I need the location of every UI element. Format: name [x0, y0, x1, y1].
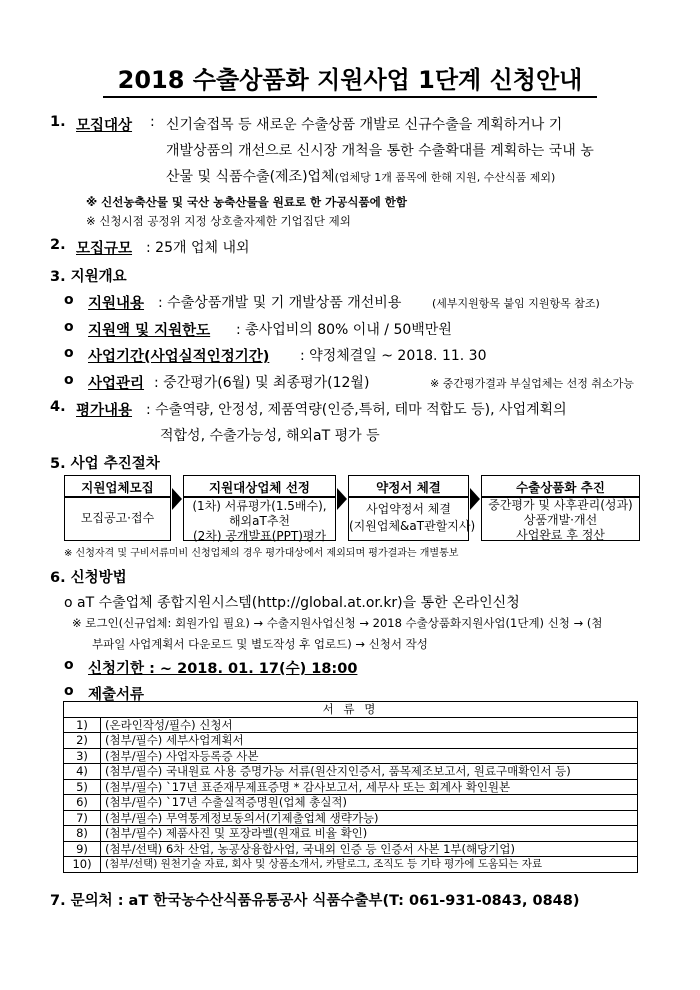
- row-text: (첨부/필수) 세부사업계획서: [101, 733, 638, 749]
- row-number: 9): [64, 841, 101, 857]
- section3-item3-bullet: o: [64, 345, 74, 361]
- row-text: (첨부/필수) 사업자등록증 사본: [101, 748, 638, 764]
- process-step-selection: [183, 475, 336, 541]
- process-step-title: 수출상품화 추진: [516, 480, 605, 495]
- row-number: 8): [64, 826, 101, 842]
- row-text: (온라인작성/필수) 신청서: [101, 717, 638, 733]
- section6-heading: 6. 신청방법: [50, 570, 127, 586]
- table-row: [64, 764, 638, 780]
- table-row: [64, 795, 638, 811]
- section5-note: ※ 신청자격 및 구비서류미비 신청업체의 경우 평가대상에서 제외되며 평가결과는 개별통보: [64, 548, 459, 559]
- section1-line3-note: (업체당 1개 품목에 한해 지원, 수산식품 제외): [334, 171, 556, 184]
- section3-item2-label: 지원액 및 지원한도: [88, 323, 211, 339]
- section2-label: 모집규모: [76, 241, 133, 257]
- documents-table: [63, 701, 638, 873]
- process-step-line: 해외aT추천: [228, 514, 291, 528]
- section1-line1: 신기술접목 등 새로운 수출상품 개발로 신규수출을 계획하거나 기: [166, 117, 563, 133]
- section1-line2: 개발상품의 개선으로 신시장 개척을 통한 수출확대를 계획하는 국내 농: [166, 143, 594, 159]
- section1-note2: ※ 신청시점 공정위 지정 상호출자제한 기업집단 제외: [86, 214, 351, 228]
- process-step-line: 사업완료 후 정산: [516, 528, 605, 542]
- process-step-line: (2차) 공개발표(PPT)평가: [192, 529, 327, 543]
- table-header: 서 류 명: [64, 702, 638, 718]
- section3-item4-bullet: o: [64, 372, 74, 388]
- table-header-row: [64, 702, 638, 718]
- section3-item4-text: : 중간평가(6월) 및 최종평가(12월): [154, 375, 370, 391]
- section3-item4-note: ※ 중간평가결과 부실업체는 선정 취소가능: [430, 377, 634, 390]
- row-number: 3): [64, 748, 101, 764]
- section1-colon: :: [150, 114, 155, 130]
- arrow-right-icon: [470, 488, 480, 510]
- section4-label: 평가내용: [76, 403, 133, 419]
- title-underline: [103, 96, 597, 98]
- section3-item1-text: : 수출상품개발 및 기 개발상품 개선비용: [158, 295, 402, 311]
- process-step-line: 상품개발·개선: [523, 513, 598, 527]
- row-text: (첨부/필수) 국내원료 사용 증명가능 서류(원산지인증서, 품목제조보고서, 원료구매확인서 등): [101, 764, 638, 780]
- row-text: (첨부/필수) `17년 표준재무제표증명 * 감사보고서, 세무사 또는 회계사 확인원본: [101, 779, 638, 795]
- process-step-commercialization: [481, 475, 640, 541]
- process-step-title: 지원대상업체 선정: [209, 480, 310, 495]
- row-text: (첨부/선택) 6차 산업, 농공상융합사업, 국내외 인증 등 인증서 사본 1부(해당기업): [101, 841, 638, 857]
- table-row: [64, 841, 638, 857]
- process-step-contract: [348, 475, 476, 541]
- section2-number: 2.: [50, 237, 66, 253]
- table-row: [64, 857, 638, 873]
- section1-note1: ※ 신선농축산물 및 국산 농축산물을 원료로 한 가공식품에 한함: [86, 195, 407, 209]
- section1-label: 모집대상: [76, 118, 133, 134]
- row-number: 4): [64, 764, 101, 780]
- section1-line3-text: 산물 및 식품수출(제조)업체: [166, 169, 335, 185]
- row-number: 6): [64, 795, 101, 811]
- page-title: 2018 수출상품화 지원사업 1단계 신청안내: [117, 66, 583, 94]
- row-text: (첨부/선택) 원천기술 자료, 회사 및 상품소개서, 카탈로그, 조직도 등 기타 평가에 도움되는 자료: [101, 857, 638, 873]
- process-step-line: (1차) 서류평가(1.5배수),: [192, 499, 327, 513]
- section6-deadline-bullet: o: [64, 657, 74, 673]
- section3-heading: 3. 지원개요: [50, 269, 127, 285]
- arrow-right-icon: [337, 488, 347, 510]
- process-step-title: 지원업체모집: [81, 480, 154, 495]
- section6-docs-bullet: o: [64, 683, 74, 699]
- section1-number: 1.: [50, 114, 66, 130]
- process-step-recruit: [64, 475, 171, 541]
- process-step-line: 중간평가 및 사후관리(성과): [488, 498, 633, 512]
- section3-item2-text: : 총사업비의 80% 이내 / 50백만원: [236, 322, 452, 338]
- row-number: 1): [64, 717, 101, 733]
- row-number: 7): [64, 810, 101, 826]
- section6-note-line1: ※ 로그인(신규업체: 회원가입 필요) → 수출지원사업신청 → 2018 수출상품화지원사업(1단계) 신청 → (첨: [72, 616, 603, 630]
- row-number: 2): [64, 733, 101, 749]
- section6-deadline: 신청기한 : ~ 2018. 01. 17(수) 18:00: [88, 661, 358, 677]
- row-number: 5): [64, 779, 101, 795]
- section1-line3: [166, 166, 555, 186]
- section4-line2: 적합성, 수출가능성, 해외aT 평가 등: [160, 428, 380, 444]
- table-row: [64, 717, 638, 733]
- section3-item3-text: : 약정체결일 ~ 2018. 11. 30: [300, 348, 487, 364]
- row-text: (첨부/필수) `17년 수출실적증명원(업체 총실적): [101, 795, 638, 811]
- section7-contact: 7. 문의처 : aT 한국농수산식품유통공사 식품수출부(T: 061-931-0843, 0848): [50, 893, 580, 909]
- table-row: [64, 733, 638, 749]
- section3-item1-label: 지원내용: [88, 296, 145, 312]
- process-step-title: 약정서 체결: [376, 480, 441, 495]
- table-row: [64, 810, 638, 826]
- arrow-right-icon: [172, 488, 182, 510]
- table-row: [64, 748, 638, 764]
- table-row: [64, 779, 638, 795]
- section3-item1-note: (세부지원항목 붙임 지원항목 참조): [432, 297, 600, 310]
- row-text: (첨부/필수) 무역통계정보동의서(기제출업체 생략가능): [101, 810, 638, 826]
- section3-item3-label: 사업기간(사업실적인정기간): [88, 349, 270, 365]
- section6-note-line2: 부파일 사업계획서 다운로드 및 별도작성 후 업로드) → 신청서 작성: [92, 637, 428, 651]
- section6-docs-label: 제출서류: [88, 687, 145, 703]
- section3-item4-label: 사업관리: [88, 376, 145, 392]
- row-number: 10): [64, 857, 101, 873]
- table-row: [64, 826, 638, 842]
- section2-text: : 25개 업체 내외: [146, 240, 250, 256]
- section6-online: o aT 수출업체 종합지원시스템(http://global.at.or.kr)을 통한 온라인신청: [64, 595, 520, 611]
- process-step-line: 사업약정서 체결: [366, 502, 451, 516]
- section5-heading: 5. 사업 추진절차: [50, 456, 160, 472]
- process-step-divider: [65, 496, 170, 498]
- section4-line1: : 수출역량, 안정성, 제품역량(인증,특허, 테마 적합도 등), 사업계획의: [146, 402, 567, 418]
- section4-number: 4.: [50, 399, 66, 415]
- process-step-line: (지원업체&aT관할지사): [349, 519, 476, 533]
- process-step-divider: [349, 496, 468, 498]
- process-step-line: 모집공고·접수: [80, 511, 155, 525]
- section3-item1-bullet: o: [64, 292, 74, 308]
- row-text: (첨부/필수) 제품사진 및 포장라벨(원재료 비율 확인): [101, 826, 638, 842]
- section3-item2-bullet: o: [64, 319, 74, 335]
